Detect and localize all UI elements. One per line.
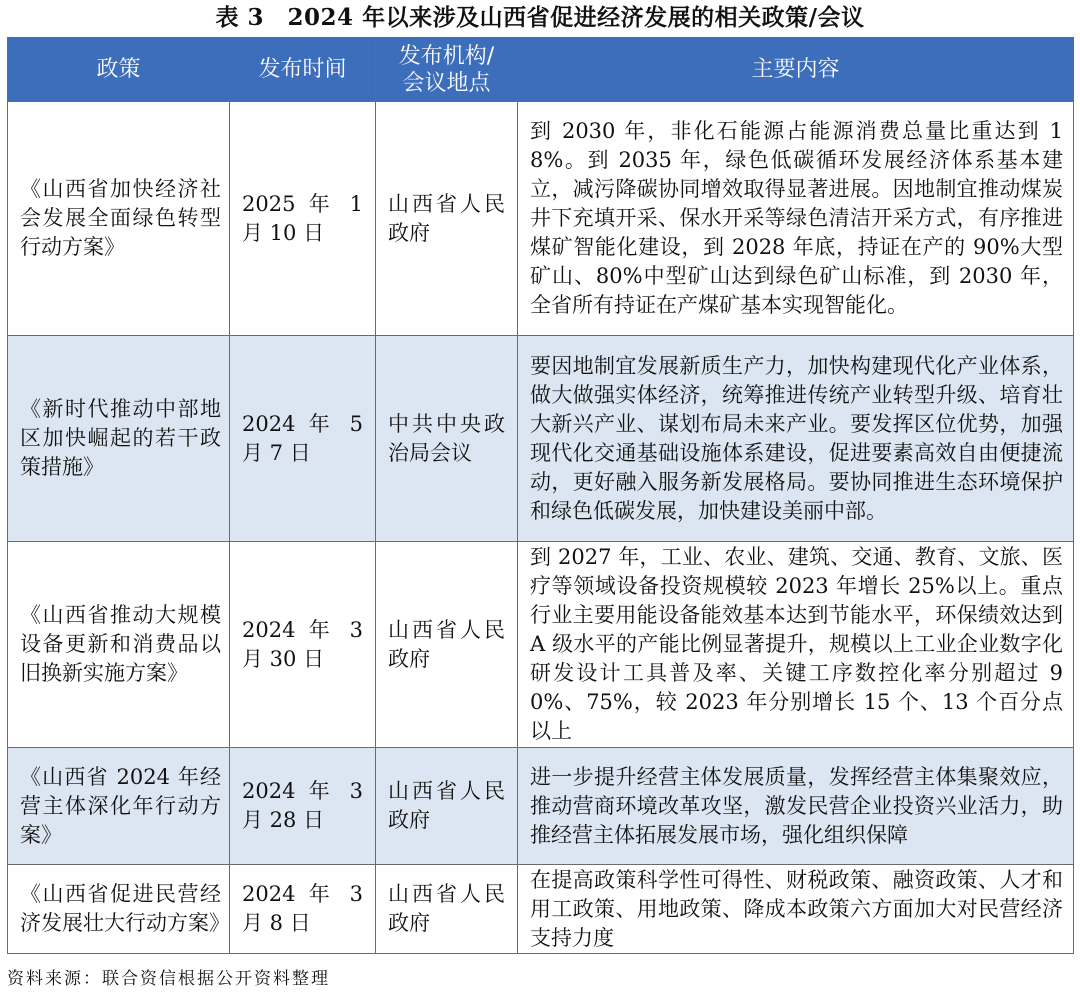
date-cell: 2024 年 3 月 8 日 xyxy=(230,865,376,954)
source-note: 资料来源：联合资信根据公开资料整理 xyxy=(7,969,330,989)
policy-cell: 《新时代推动中部地区加快崛起的若干政策措施》 xyxy=(8,336,230,542)
org-cell: 中共中央政治局会议 xyxy=(376,336,518,542)
header-org-text: 发布机构/会议地点 xyxy=(398,43,495,96)
table-caption: 表 3 2024 年以来涉及山西省促进经济发展的相关政策/会议 xyxy=(215,4,865,31)
date-cell: 2024 年 5 月 7 日 xyxy=(230,336,376,542)
content-cell: 到 2030 年，非化石能源占能源消费总量比重达到 18%。到 2035 年，绿色低碳循环发展经济体系基本建立，减污降碳协同增效取得显著进展。因地制宜推动煤炭井下充填开采、保水开采等绿色清洁开采方式，有序推进煤矿智能化建设，到 2028 年底，持证在产的 90%大型矿山、80%中型矿山达到绿色矿山标准，到 2030 年，全省所有持证在产煤矿基本实现智能化。 xyxy=(518,102,1074,336)
org-cell: 山西省人民政府 xyxy=(376,865,518,954)
content-cell: 要因地制宜发展新质生产力，加快构建现代化产业体系，做大做强实体经济，统筹推进传统产业转型升级、培育壮大新兴产业、谋划布局未来产业。要发挥区位优势，加强现代化交通基础设施体系建设，促进要素高效自由便捷流动，更好融入服务新发展格局。要协同推进生态环境保护和绿色低碳发展，加快建设美丽中部。 xyxy=(518,336,1074,542)
content-cell: 进一步提升经营主体发展质量，发挥经营主体集聚效应，推动营商环境改革攻坚，激发民营企业投资兴业活力，助推经营主体拓展发展市场，强化组织保障 xyxy=(518,748,1074,865)
table-header-row xyxy=(8,38,1074,102)
date-cell: 2024 年 3 月 30 日 xyxy=(230,542,376,748)
policy-cell: 《山西省推动大规模设备更新和消费品以旧换新实施方案》 xyxy=(8,542,230,748)
table-row xyxy=(8,748,1074,865)
table-row xyxy=(8,102,1074,336)
date-cell: 2025 年 1 月 10 日 xyxy=(230,102,376,336)
table-row xyxy=(8,865,1074,954)
policy-cell: 《山西省加快经济社会发展全面绿色转型行动方案》 xyxy=(8,102,230,336)
header-date: 发布时间 xyxy=(230,38,376,102)
header-policy: 政策 xyxy=(8,38,230,102)
header-content: 主要内容 xyxy=(518,38,1074,102)
org-cell: 山西省人民政府 xyxy=(376,748,518,865)
table-row xyxy=(8,336,1074,542)
table-row xyxy=(8,542,1074,748)
date-cell: 2024 年 3 月 28 日 xyxy=(230,748,376,865)
policy-cell: 《山西省促进民营经济发展壮大行动方案》 xyxy=(8,865,230,954)
content-cell: 在提高政策科学性可得性、财税政策、融资政策、人才和用工政策、用地政策、降成本政策六方面加大对民营经济支持力度 xyxy=(518,865,1074,954)
policy-table xyxy=(7,37,1074,954)
policy-cell: 《山西省 2024 年经营主体深化年行动方案》 xyxy=(8,748,230,865)
content-cell: 到 2027 年，工业、农业、建筑、交通、教育、文旅、医疗等领域设备投资规模较 2023 年增长 25%以上。重点行业主要用能设备能效基本达到节能水平，环保绩效达到 A 级水平的产能比例显著提升，规模以上工业企业数字化研发设计工具普及率、关键工序数控化率分别超过 90%、75%，较 2023 年分别增长 15 个、13 个百分点以上 xyxy=(518,542,1074,748)
header-org xyxy=(376,38,518,102)
org-cell: 山西省人民政府 xyxy=(376,542,518,748)
org-cell: 山西省人民政府 xyxy=(376,102,518,336)
